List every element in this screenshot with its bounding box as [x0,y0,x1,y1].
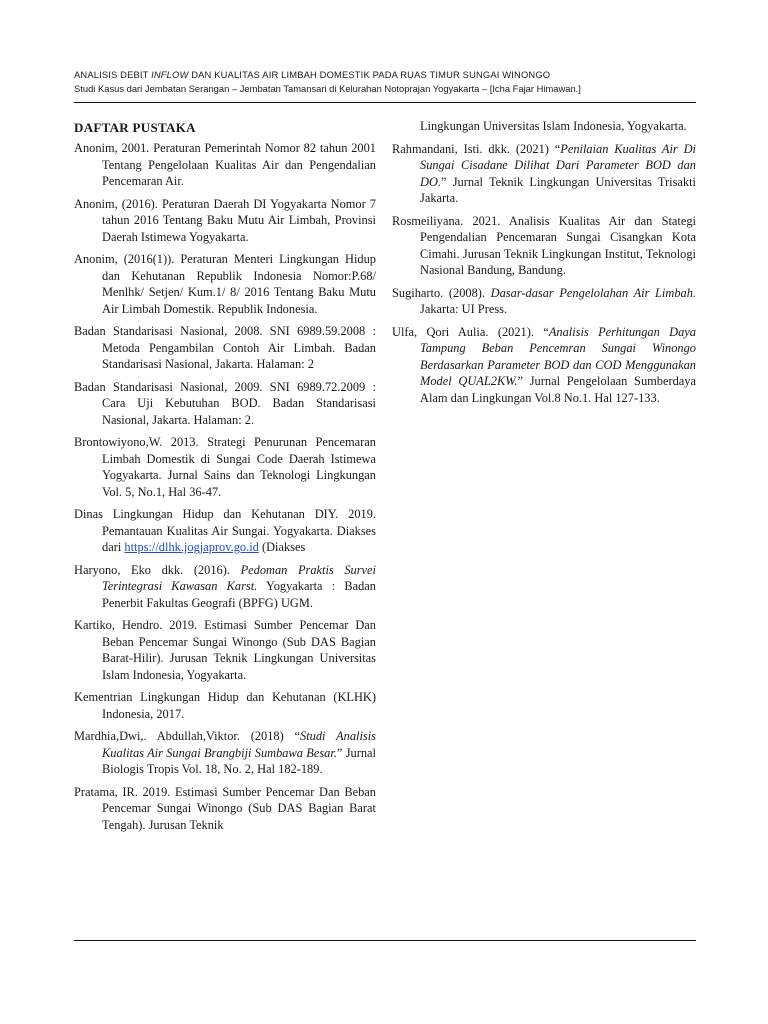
reference-text: Rosmeiliyana. 2021. Analisis Kualitas Air dan Stategi Pengendalian Pencemaran Sungai Cisangkan Kota Cimahi. Jurusan Teknik Lingkungan Institut, Teknologi Nasional Bandung, Bandung. [392,213,696,277]
reference-title-italic: Analisis Perhitungan Daya Tampung Beban Pencemran Sungai Winongo Berdasarkan Parameter BOD dan COD Menggunakan Model QUAL2KW. [420,324,697,388]
reference-text: Anonim, (2016). Peraturan Daerah DI Yogyakarta Nomor 7 tahun 2016 Tentang Baku Mutu Air Limbah, Provinsi Daerah Istimewa Yogyakarta. [74,196,376,244]
right-column [392,118,696,412]
reference-text: Anonim, (2016(1)). Peraturan Menteri Lingkungan Hidup dan Kehutanan Republik Indonesia Nomor:P.68/ Menlhk/ Setjen/ Kum.1/ 8/ 2016 Tentang Baku Mutu Air Limbah Domestik. Republik Indonesia. [74,252,376,316]
reference-entry [74,434,376,500]
header-subtitle: Studi Kasus dari Jembatan Serangan – Jembatan Tamansari di Kelurahan Notoprajan Yogyakarta – [Icha Fajar Himawan.] [74,83,581,94]
reference-text: Rahmandani, Isti. dkk. (2021) “ [392,141,561,156]
reference-text: Kartiko, Hendro. 2019. Estimasi Sumber Pencemar Dan Beban Pencemar Sungai Winongo (Sub DAS Bagian Barat-Hilir). Jurusan Teknik Lingkungan Universitas Islam Indonesia, Yogyakarta. [74,618,376,682]
reference-title-italic: Pedoman Praktis Survei Terintegrasi Kawasan Karst. [102,562,376,593]
reference-entry [74,784,376,834]
footer-divider [74,940,696,941]
reference-title-italic: Dasar-dasar Pengelolahan Air Limbah. [490,285,696,300]
reference-entry [74,251,376,317]
header-title [74,68,698,82]
reference-entry [74,689,376,722]
reference-text-tail: ” Jurnal Pengelolaan Sumberdaya Alam dan Lingkungan Vol.8 No.1. Hal 127-133. [420,374,696,405]
reference-entry [392,324,696,407]
reference-text-tail: (Diakses [258,540,306,554]
left-reference-list [74,140,376,833]
left-column [74,118,376,839]
reference-text-tail: ” Jurnal Teknik Lingkungan Universitas Trisakti Jakarta. [420,174,696,205]
reference-continuation: Lingkungan Universitas Islam Indonesia, Yogyakarta. [420,119,687,133]
header-title-part2: DAN KUALITAS AIR LIMBAH DOMESTIK PADA RUAS TIMUR SUNGAI WINONGO [188,69,551,80]
reference-entry [74,728,376,778]
reference-text: Pratama, IR. 2019. Estimasi Sumber Pencemar Dan Beban Pencemar Sungai Winongo (Sub DAS Bagian Barat Tengah). Jurusan Teknik [74,784,376,832]
reference-entry [74,140,376,190]
reference-text: Haryono, Eko dkk. (2016). [74,562,241,577]
reference-text: Badan Standarisasi Nasional, 2008. SNI 6989.59.2008 : Metoda Pengambilan Contoh Air Limbah. Badan Standarisasi Nasional, Jakarta. Halaman: 2 [74,324,376,371]
header-divider [74,102,696,103]
reference-text: Mardhia,Dwi,. Abdullah,Viktor. (2018) “ [74,729,301,743]
reference-text: Ulfa, Qori Aulia. (2021). “ [392,324,549,339]
reference-text: Sugiharto. (2008). [392,285,491,300]
reference-text-tail: Yogyakarta : Badan Penerbit Fakultas Geografi (BPFG) UGM. [102,579,376,610]
running-header [74,68,698,96]
reference-text-tail: Jakarta: UI Press. [420,302,508,316]
reference-text: Brontowiyono,W. 2013. Strategi Penurunan Pencemaran Limbah Domestik di Sungai Code Daerah Istimewa Yogyakarta. Jurnal Sains dan Teknologi Lingkungan Vol. 5, No.1, Hal 36-47. [74,435,376,499]
reference-entry [74,506,376,556]
reference-entry [74,379,376,429]
reference-title-italic: Studi Analisis Kualitas Air Sungai Brangbiji Sumbawa Besar. [102,729,376,760]
reference-entry [74,196,376,246]
reference-text: Dinas Lingkungan Hidup dan Kehutanan DIY. 2019. Pemantauan Kualitas Air Sungai. Yogyakarta. Diakses dari [74,507,376,554]
header-title-part1: ANALISIS DEBIT [74,69,152,80]
reference-text-tail: ” Jurnal Biologis Tropis Vol. 18, No. 2, Hal 182-189. [102,745,376,776]
reference-text: Badan Standarisasi Nasional, 2009. SNI 6989.72.2009 : Cara Uji Kebutuhan BOD. Badan Standarisasi Nasional, Jakarta. Halaman: 2. [74,379,376,427]
reference-entry [74,562,376,612]
reference-text: Kementrian Lingkungan Hidup dan Kehutanan (KLHK) Indonesia, 2017. [74,690,376,721]
reference-entry [392,285,696,318]
reference-entry [392,141,696,207]
reference-entry [74,323,376,373]
reference-title-italic: Penilaian Kualitas Air Di Sungai Cisadane Dilihat Dari Parameter BOD dan DO. [420,141,696,189]
reference-text: Anonim, 2001. Peraturan Pemerintah Nomor 82 tahun 2001 Tentang Pengelolaan Kualitas Air dan Pengendalian Pencemaran Air. [74,141,376,188]
reference-entry [392,213,696,279]
reference-entry [74,617,376,683]
right-reference-list [392,141,696,407]
section-title: DAFTAR PUSTAKA [74,120,196,135]
header-title-italic: INFLOW [151,69,189,80]
reference-link[interactable]: https://dlhk.jogjaprov.go.id [124,540,259,554]
